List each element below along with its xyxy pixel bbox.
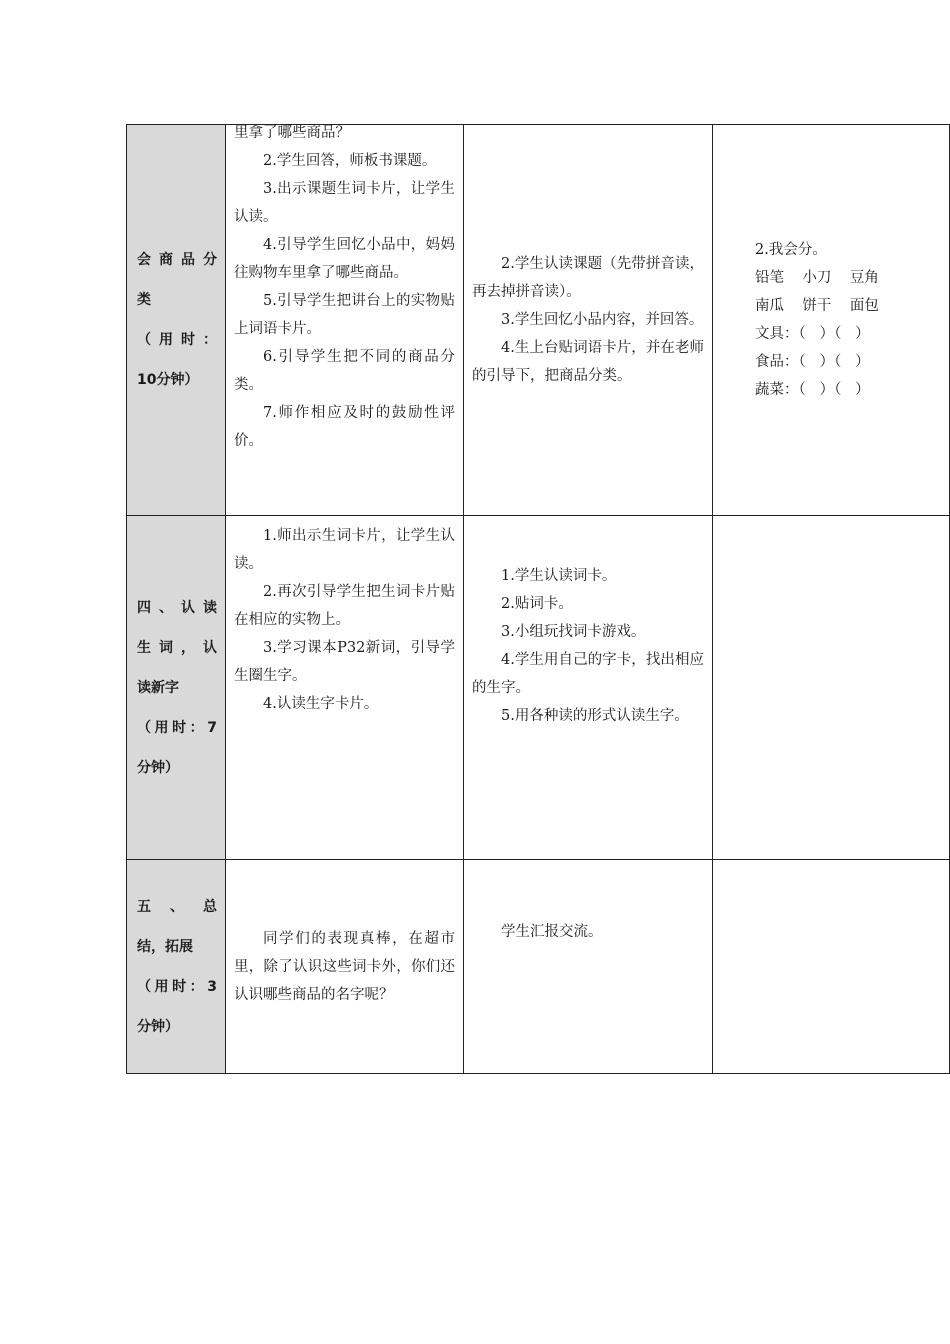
table-row — [127, 860, 950, 1074]
student-activity-text: 4.生上台贴词语卡片，并在老师的引导下，把商品分类。 — [472, 340, 704, 384]
stage-line: （用时： — [137, 332, 217, 348]
student-activity-cell — [464, 125, 713, 516]
stage-line: 会商品分 — [137, 252, 217, 268]
teacher-activity-text: 3.出示课题生词卡片，让学生认读。 — [234, 181, 455, 225]
exercise-cell — [713, 860, 950, 1074]
teacher-activity-text: 里拿了哪些商品？ — [234, 125, 350, 141]
teacher-activity-text: 7.师作相应及时的鼓励性评价。 — [234, 405, 455, 449]
exercise-cell — [713, 516, 950, 860]
teacher-activity-cell — [226, 516, 464, 860]
exercise-text: 食品：（ ）（ ） — [755, 354, 870, 370]
student-activity-text: 学生汇报交流。 — [501, 924, 603, 940]
teacher-activity-text: 4.引导学生回忆小品中，妈妈往购物车里拿了哪些商品。 — [234, 237, 455, 281]
teacher-activity-text: 4.认读生字卡片。 — [263, 696, 379, 712]
stage-line: 分钟） — [137, 759, 179, 776]
student-activity-cell — [464, 860, 713, 1074]
stage-cell — [127, 860, 226, 1074]
lesson-plan-table — [126, 124, 950, 1074]
stage-line: 读新字 — [137, 679, 179, 696]
teacher-activity-text: 同学们的表现真棒，在超市里，除了认识这些词卡外，你们还认识哪些商品的名字呢？ — [234, 930, 455, 1003]
exercise-text: 铅笔 小刀 豆角 — [755, 270, 879, 286]
student-activity-text: 3.学生回忆小品内容，并回答。 — [501, 312, 704, 328]
stage-line: （用时：3 — [137, 978, 217, 995]
stage-line: 10分钟） — [137, 372, 199, 388]
stage-line: 生词，认 — [137, 639, 217, 656]
teacher-activity-text: 2.学生回答，师板书课题。 — [263, 153, 437, 169]
student-activity-text: 5.用各种读的形式认读生字。 — [501, 708, 689, 724]
exercise-text: 南瓜 饼干 面包 — [755, 298, 879, 314]
teacher-activity-cell — [226, 125, 464, 516]
stage-cell — [127, 516, 226, 860]
student-activity-text: 1.学生认读词卡。 — [501, 568, 617, 584]
teacher-activity-text: 1.师出示生词卡片，让学生认读。 — [234, 528, 455, 572]
student-activity-text: 3.小组玩找词卡游戏。 — [501, 624, 646, 640]
stage-line: 类 — [137, 292, 151, 308]
teacher-activity-text: 2.再次引导学生把生词卡片贴在相应的实物上。 — [234, 584, 455, 628]
student-activity-text: 2.学生认读课题（先带拼音读，再去掉拼音读）。 — [472, 256, 704, 300]
exercise-text: 2.我会分。 — [755, 242, 827, 258]
stage-line: 四、认读 — [137, 599, 217, 616]
student-activity-cell — [464, 516, 713, 860]
teacher-activity-text: 3.学习课本P32新词，引导学生圈生字。 — [234, 640, 455, 684]
teacher-activity-cell — [226, 860, 464, 1074]
exercise-cell — [713, 125, 950, 516]
teacher-activity-text: 5.引导学生把讲台上的实物贴上词语卡片。 — [234, 293, 455, 337]
teacher-activity-text: 6.引导学生把不同的商品分类。 — [234, 349, 455, 393]
table-row — [127, 516, 950, 860]
exercise-text: 文具：（ ）（ ） — [755, 326, 870, 342]
student-activity-text: 4.学生用自己的字卡，找出相应的生字。 — [472, 652, 704, 696]
stage-cell — [127, 125, 226, 516]
stage-line: 结，拓展 — [137, 938, 193, 955]
table-row — [127, 125, 950, 516]
stage-line: 五、总 — [137, 898, 217, 915]
stage-line: （用时：7 — [137, 719, 217, 736]
student-activity-text: 2.贴词卡。 — [501, 596, 573, 612]
stage-line: 分钟） — [137, 1018, 179, 1035]
exercise-text: 蔬菜：（ ）（ ） — [755, 382, 870, 398]
